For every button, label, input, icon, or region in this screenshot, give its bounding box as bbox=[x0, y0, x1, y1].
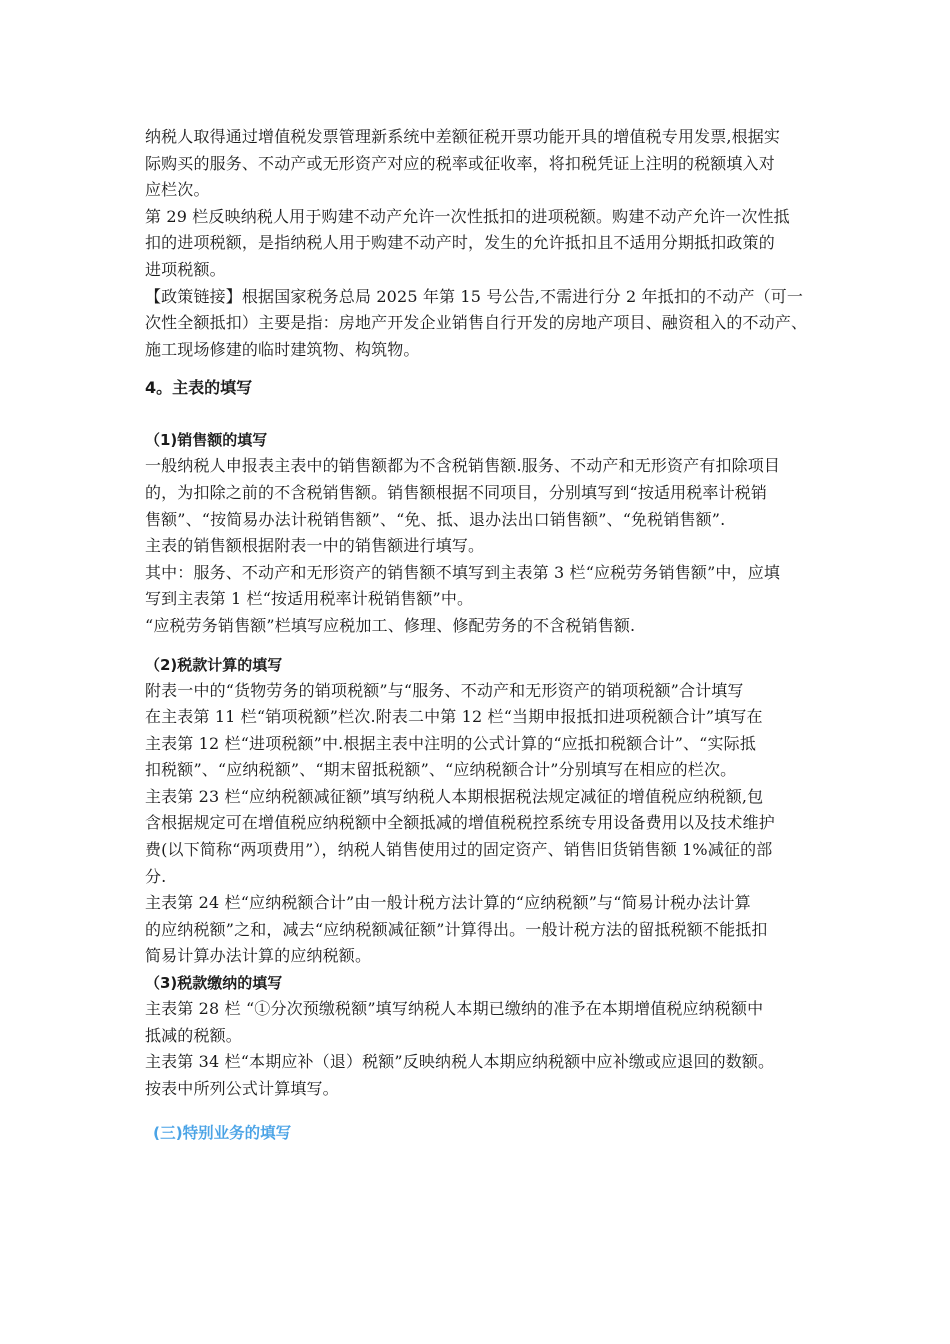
text-line: 分. bbox=[145, 866, 167, 886]
subheading-tax-payment: （3)税款缴纳的填写 bbox=[145, 974, 283, 993]
text-line: 简易计算办法计算的应纳税额。 bbox=[145, 946, 372, 966]
text-line: 含根据规定可在增值税应纳税额中全额抵减的增值税税控系统专用设备费用以及技术维护 bbox=[145, 813, 775, 833]
text-line: 在主表第 11 栏“销项税额”栏次.附表二中第 12 栏“当期申报抵扣进项税额合计”填写在 bbox=[145, 707, 763, 727]
text-line: 售额”、“按简易办法计税销售额”、“免、抵、退办法出口销售额”、“免税销售额”. bbox=[145, 509, 726, 529]
text-line: 主表第 24 栏“应纳税额合计”由一般计税方法计算的“应纳税额”与“简易计税办法计算 bbox=[145, 893, 751, 913]
text-line: 施工现场修建的临时建筑物、构筑物。 bbox=[145, 339, 420, 359]
text-line: 的，为扣除之前的不含税销售额。销售额根据不同项目，分别填写到“按适用税率计税销 bbox=[145, 482, 768, 502]
section-heading-special-business: (三)特别业务的填写 bbox=[153, 1124, 292, 1143]
text-line: 主表第 23 栏“应纳税额减征额”填写纳税人本期根据税法规定减征的增值税应纳税额,包 bbox=[145, 786, 764, 806]
text-line: 扣的进项税额，是指纳税人用于购建不动产时，发生的允许抵扣且不适用分期抵扣政策的 bbox=[145, 233, 775, 253]
text-line: 主表的销售额根据附表一中的销售额进行填写。 bbox=[145, 536, 485, 556]
text-line: 附表一中的“货物劳务的销项税额”与“服务、不动产和无形资产的销项税额”合计填写 bbox=[145, 680, 744, 700]
text-line: 进项税额。 bbox=[145, 259, 226, 279]
text-line: “应税劳务销售额”栏填写应税加工、修理、修配劳务的不含税销售额. bbox=[145, 615, 636, 635]
text-line: 纳税人取得通过增值税发票管理新系统中差额征税开票功能开具的增值税专用发票,根据实 bbox=[145, 127, 781, 146]
subheading-tax-calculation: （2)税款计算的填写 bbox=[145, 655, 283, 674]
text-line: 其中：服务、不动产和无形资产的销售额不填写到主表第 3 栏“应税劳务销售额”中，应填 bbox=[145, 562, 781, 582]
text-line: 一般纳税人申报表主表中的销售额都为不含税销售额.服务、不动产和无形资产有扣除项目 bbox=[145, 456, 781, 476]
paragraph-deduction-notes bbox=[145, 124, 835, 363]
text-line: 际购买的服务、不动产或无形资产对应的税率或征收率，将扣税凭证上注明的税额填入对 bbox=[145, 153, 775, 173]
text-line: 应栏次。 bbox=[145, 180, 210, 200]
subheading-sales: （1)销售额的填写 bbox=[145, 431, 268, 450]
text-line: 主表第 28 栏 “①分次预缴税额”填写纳税人本期已缴纳的准予在本期增值税应纳税额中 bbox=[145, 999, 764, 1019]
text-line: 扣税额”、“应纳税额”、“期末留抵税额”、“应纳税额合计”分别填写在相应的栏次。 bbox=[145, 760, 737, 780]
text-line: 按表中所列公式计算填写。 bbox=[145, 1078, 339, 1098]
text-line: 的应纳税额”之和，减去“应纳税额减征额”计算得出。一般计税方法的留抵税额不能抵扣 bbox=[145, 919, 768, 939]
text-line: 第 29 栏反映纳税人用于购建不动产允许一次性抵扣的进项税额。购建不动产允许一次性抵 bbox=[145, 206, 790, 226]
text-line: 【政策链接】根据国家税务总局 2025 年第 15 号公告,不需进行分 2 年抵扣的不动产（可一 bbox=[145, 286, 804, 306]
paragraph-tax-payment bbox=[145, 996, 835, 1102]
text-line: 主表第 12 栏“进项税额”中.根据主表中注明的公式计算的“应抵扣税额合计”、“实际抵 bbox=[145, 733, 756, 753]
text-line: 次性全额抵扣）主要是指：房地产开发企业销售自行开发的房地产项目、融资租入的不动产、 bbox=[145, 313, 808, 333]
paragraph-sales bbox=[145, 453, 835, 639]
document-page bbox=[145, 124, 835, 1146]
text-line: 主表第 34 栏“本期应补（退）税额”反映纳税人本期应纳税额中应补缴或应退回的数额。 bbox=[145, 1052, 775, 1072]
heading-main-table: 4。主表的填写 bbox=[145, 378, 253, 398]
text-line: 抵减的税额。 bbox=[145, 1025, 242, 1045]
text-line: 写到主表第 1 栏“按适用税率计税销售额”中。 bbox=[145, 589, 474, 609]
paragraph-tax-calculation bbox=[145, 678, 835, 971]
text-line: 费(以下简称“两项费用”），纳税人销售使用过的固定资产、销售旧货销售额 1%减征的部 bbox=[145, 840, 773, 860]
